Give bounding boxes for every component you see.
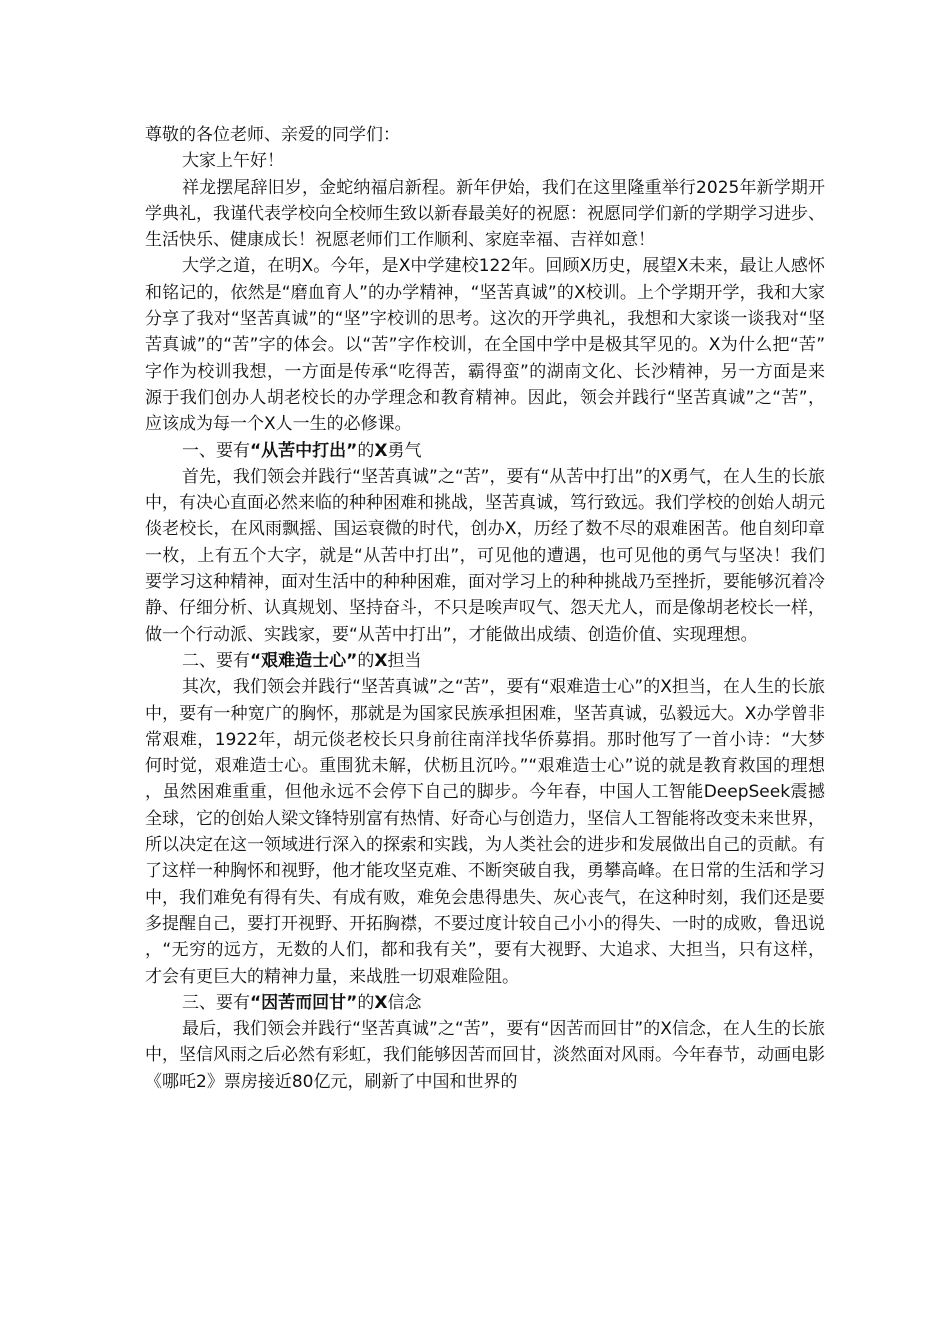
greeting: 大家上午好！	[182, 151, 284, 172]
speech-text	[145, 122, 825, 1095]
section-3-body: 最后，我们领会并践行“坚苦真诚”之“苦”，要有“因苦而回甘”的X信念，在人生的长旅中，坚信风雨之后必然有彩虹，我们能够因苦而回甘，淡然面对风雨。今年春节，动画电影《哪吒2》票房接近80亿元，刷新了中国和世界的	[145, 1019, 825, 1092]
section-3-heading: 三、要有“因苦而回甘”的X信念	[182, 992, 422, 1013]
section-2-heading: 二、要有“艰难造士心”的X担当	[182, 650, 422, 671]
history-paragraph: 大学之道，在明X。今年，是X中学建校122年。回顾X历史，展望X未来，最让人感怀和铭记的，依然是“磨血育人”的办学精神，“坚苦真诚”的X校训。上个学期开学，我和大家分享了我对“坚苦真诚”的“坚”字校训的思考。这次的开学典礼，我想和大家谈一谈我对“坚苦真诚”的“苦”字的体会。以“苦”字作校训，在全国中学中是极其罕见的。X为什么把“苦”字作为校训我想，一方面是传承“吃得苦，霸得蛮”的湖南文化、长沙精神，另一方面是来源于我们创办人胡老校长的办学理念和教育精神。因此，领会并践行“坚苦真诚”之“苦”，应该成为每一个X人一生的必修课。	[145, 256, 825, 435]
section-1-heading: 一、要有“从苦中打出”的X勇气	[182, 440, 422, 461]
section-2-body: 其次，我们领会并践行“坚苦真诚”之“苦”，要有“艰难造士心”的X担当，在人生的长旅中，要有一种宽广的胸怀，那就是为国家民族承担困难，坚苦真诚，弘毅远大。X办学曾非常艰难，1922年，胡元倓老校长只身前往南洋找华侨募捐。那时他写了一首小诗：“大梦何时觉，艰难造士心。重围犹未解，伏枥且沉吟。”“艰难造士心”说的就是教育救国的理想，虽然困难重重，但他永远不会停下自己的脚步。今年春，中国人工智能DeepSeek震撼全球，它的创始人梁文锋特别富有热情、好奇心与创造力，坚信人工智能将改变未来世界，所以决定在这一领域进行深入的探索和实践，为人类社会的进步和发展做出自己的贡献。有了这样一种胸怀和视野，他才能攻坚克难、不断突破自我，勇攀高峰。在日常的生活和学习中，我们难免有得有失、有成有败，难免会患得患失、灰心丧气，在这种时刻，我们还是要多提醒自己，要打开视野、开拓胸襟，不要过度计较自己小小的得失、一时的成败，鲁迅说，“无穷的远方，无数的人们，都和我有关”，要有大视野、大追求、大担当，只有这样，才会有更巨大的精神力量，来战胜一切艰难险阻。	[145, 677, 825, 987]
intro-paragraph: 祥龙摆尾辞旧岁，金蛇纳福启新程。新年伊始，我们在这里隆重举行2025年新学期开学典礼，我谨代表学校向全校师生致以新春最美好的祝愿：祝愿同学们新的学期学习进步、生活快乐、健康成长！祝愿老师们工作顺利、家庭幸福、吉祥如意！	[145, 177, 825, 251]
section-1-body: 首先，我们领会并践行“坚苦真诚”之“苦”，要有“从苦中打出”的X勇气，在人生的长旅中，有决心直面必然来临的种种困难和挑战，坚苦真诚，笃行致远。我们学校的创始人胡元倓老校长，在风雨飘摇、国运衰微的时代，创办X，历经了数不尽的艰难困苦。他自刻印章一枚，上有五个大字，就是“从苦中打出”，可见他的遭遇，也可见他的勇气与坚决！我们要学习这种精神，面对生活中的种种困难，面对学习上的种种挑战乃至挫折，要能够沉着冷静、仔细分析、认真规划、坚持奋斗，不只是唉声叹气、怨天尤人，而是像胡老校长一样，做一个行动派、实践家，要“从苦中打出”，才能做出成绩、创造价值、实现理想。	[145, 466, 825, 645]
salutation: 尊敬的各位老师、亲爱的同学们：	[145, 125, 400, 145]
